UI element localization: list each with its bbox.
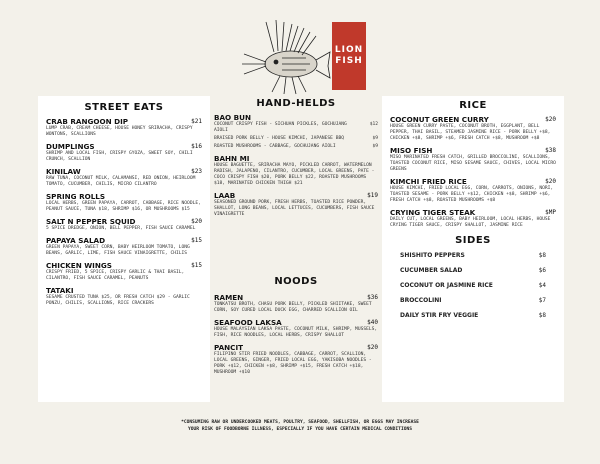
- menu-item: [46, 217, 202, 232]
- side-item: [400, 252, 546, 260]
- option-price: $12: [369, 122, 378, 127]
- noods-title: NOODS: [274, 276, 318, 287]
- menu-item: [214, 154, 378, 187]
- item-name: SEAFOOD LAKSA: [214, 318, 282, 327]
- item-price: $36: [367, 294, 378, 301]
- brand-badge: [332, 22, 366, 90]
- sides-title: SIDES: [455, 235, 491, 246]
- item-description: HOUSE KIMCHI, FRIED LOCAL EGG, CORN, CARROTS, ONIONS, NORI, TOASTED SESAME - PORK BELLY +$12, CHICKEN +$8, SHRIMP +$6, FRESH CATCH +$8, ROASTED MUSHROOMS +$8: [390, 186, 554, 203]
- item-description: LUMP CRAB, CREAM CHEESE, HOUSE HONEY SRIRACHA, CRISPY WONTONS, SCALLIONS: [46, 126, 193, 137]
- item-price: $20: [545, 178, 556, 185]
- menu-item: [214, 318, 378, 339]
- handhelds-section: [214, 98, 378, 218]
- item-price: $MP: [545, 209, 556, 216]
- menu-item: [46, 167, 202, 188]
- item-description: CRISPY FRIED, 5 SPICE, CRISPY GARLIC & THAI BASIL, CILANTRO, FISH SAUCE CARAMEL, PEANUTS: [46, 270, 185, 281]
- lionfish-illustration: [236, 18, 332, 96]
- item-name: CRAB RANGOON DIP: [46, 117, 129, 126]
- side-price: $4: [538, 282, 546, 289]
- menu-item: [390, 208, 556, 229]
- menu-item: [390, 115, 556, 142]
- item-option: [214, 144, 378, 150]
- item-price: $20: [545, 116, 556, 123]
- rice-title: RICE: [459, 100, 487, 111]
- option-description: ROASTED MUSHROOMS - CABBAGE, GOCHUJANG AIOLI: [214, 144, 336, 149]
- side-price: $8: [538, 312, 546, 319]
- side-name: SHISHITO PEPPERS: [400, 252, 465, 259]
- option-description: COCONUT CRISPY FISH - SICHUAN PICKLES, GOCHUJANG AIOLI: [214, 122, 347, 133]
- disclaimer-line-1: *CONSUMING RAW OR UNDERCOOKED MEATS, POULTRY, SEAFOOD, SHELLFISH, OR EGGS MAY INCREASE: [181, 420, 419, 425]
- item-price: $40: [367, 319, 378, 326]
- item-price: $38: [545, 147, 556, 154]
- item-description: FILIPINO STIR FRIED NOODLES, CABBAGE, CARROT, SCALLION, LOCAL GREENS, GINGER, FRIED LOCAL EGG, YAKISOBA NOODLES - PORK +$12, CHICKEN +$8, SHRIMP +$15, FRESH CATCH +$18, MUSHROOM +$10: [214, 352, 372, 375]
- item-name: BAHN MI: [214, 154, 250, 163]
- handhelds-title: HAND-HELDS: [256, 98, 336, 109]
- menu-item: [214, 293, 378, 314]
- item-description: DAILY CUT, LOCAL GREENS, BABY HEIRLOOM, LOCAL HERBS, HOUSE CRYING TIGER SAUCE, CRISPY SHALLOT, JASMINE RICE: [390, 217, 551, 228]
- brand-word-1: LION: [334, 45, 364, 55]
- side-item: [400, 267, 546, 275]
- menu-item: [214, 191, 378, 218]
- side-name: CUCUMBER SALAD: [400, 267, 463, 274]
- item-description: MISO MARINATED FRESH CATCH, GRILLED BROCCOLINI, SCALLIONS, TOASTED COCONUT RICE, MISO SESAME SAUCE, CHIVES, LOCAL MICRO GREENS: [390, 155, 556, 172]
- item-price: $20: [191, 218, 202, 225]
- item-description: SHRIMP AND LOCAL FISH, CRISPY GYOZA, SWEET SOY, CHILI CRUNCH, SCALLION: [46, 151, 193, 162]
- item-price: $16: [191, 143, 202, 150]
- menu-item: [390, 146, 556, 173]
- menu-item: [46, 286, 202, 307]
- item-name: KINILAW: [46, 167, 81, 176]
- noods-section: [214, 276, 378, 376]
- item-description: GREEN PAPAYA, SWEET CORN, BABY HEIRLOOM TOMATO, LONG BEANS, GARLIC, LIME, FISH SAUCE VINAIGRETTE, CHILIS: [46, 245, 190, 256]
- menu-item: [46, 261, 202, 282]
- item-price: $15: [191, 262, 202, 269]
- item-name: SALT N PEPPER SQUID: [46, 217, 136, 226]
- item-description: TONKATSU BROTH, CHASU PORK BELLY, PICKLED SHIITAKE, SWEET CORN, SOY CURED LOCAL DUCK EGG, CHARRED SCALLION OIL: [214, 302, 372, 313]
- side-price: $6: [538, 267, 546, 274]
- side-price: $8: [538, 252, 546, 259]
- option-description: BRAISED PORK BELLY - HOUSE KIMCHI, JAPANESE BBQ: [214, 136, 344, 141]
- menu-item: [46, 117, 202, 138]
- item-name: CHICKEN WINGS: [46, 261, 112, 270]
- item-name: DUMPLINGS: [46, 142, 95, 151]
- item-name: LAAB: [214, 191, 236, 200]
- item-price: $19: [367, 192, 378, 199]
- side-price: $7: [538, 297, 546, 304]
- brand-word-2: FISH: [335, 56, 363, 66]
- item-description: SESAME CRUSTED TUNA $25, OR FRESH CATCH $29 - GARLIC PONZU, CHILIS, SCALLIONS, RICE CRACKERS: [46, 295, 190, 306]
- item-name: CRYING TIGER STEAK: [390, 208, 476, 217]
- lionfish-logo: [236, 18, 368, 96]
- item-name: RAMEN: [214, 293, 244, 302]
- item-name: KIMCHI FRIED RICE: [390, 177, 467, 186]
- item-name: BAO BUN: [214, 113, 251, 122]
- side-item: [400, 297, 546, 305]
- item-description: HOUSE GREEN CURRY PASTE, COCONUT BROTH, EGGPLANT, BELL PEPPER, THAI BASIL, STEAMED JASMINE RICE - PORK BELLY +$8, CHICKEN +$8, SHRIMP +$6, FRESH CATCH +$8, MUSHROOM +$8: [390, 124, 551, 141]
- menu-item: [390, 177, 556, 204]
- disclaimer-line-2: YOUR RISK OF FOODBORNE ILLNESS, ESPECIALLY IF YOU HAVE CERTAIN MEDICAL CONDITIONS: [187, 426, 413, 432]
- item-price: $21: [191, 118, 202, 125]
- item-name: COCONUT GREEN CURRY: [390, 115, 489, 124]
- item-description: SEASONED GROUND PORK, FRESH HERBS, TOASTED RICE POWDER, SHALLOT, LONG BEANS, LOCAL LETTUCES, CUCUMBERS, FISH SAUCE VINAIGRETTE: [214, 200, 375, 217]
- item-description: RAW TUNA, COCONUT MILK, CALAMANSI, RED ONION, HEIRLOOM TOMATO, CUCUMBER, CHILIS, MICRO CILANTRO: [46, 176, 196, 187]
- item-name: TATAKI: [46, 286, 74, 295]
- item-name: MISO FISH: [390, 146, 433, 155]
- street-eats-title: STREET EATS: [84, 102, 164, 113]
- option-price: $9: [372, 144, 378, 149]
- menu-item: [214, 113, 378, 150]
- side-item: [400, 282, 546, 290]
- item-price: $20: [367, 344, 378, 351]
- rice-sides-panel: [382, 96, 564, 402]
- menu-item: [214, 343, 378, 376]
- menu-item: [46, 192, 202, 213]
- side-name: COCONUT OR JASMINE RICE: [400, 282, 493, 289]
- item-name: PANCIT: [214, 343, 244, 352]
- side-name: DAILY STIR FRY VEGGIE: [400, 312, 479, 319]
- street-eats-panel: [38, 96, 210, 402]
- option-price: $9: [372, 136, 378, 141]
- item-option: [214, 136, 378, 142]
- item-description: HOUSE MALAYSIAN LAKSA PASTE, COCONUT MILK, SHRIMP, MUSSELS, FISH, RICE NOODLES, LOCAL HERBS, CRISPY SHALLOT: [214, 327, 378, 338]
- item-name: SPRING ROLLS: [46, 192, 106, 201]
- item-option: [214, 122, 378, 134]
- item-description: LOCAL HERBS, GREEN PAPAYA, CARROT, CABBAGE, RICE NOODLE, PEANUT SAUCE, TUNA $18, SHRIMP $16, OR MUSHROOMS $15: [46, 201, 201, 212]
- side-item: [400, 312, 546, 320]
- food-safety-disclaimer: [120, 420, 480, 433]
- item-price: $23: [191, 168, 202, 175]
- item-price: $15: [191, 237, 202, 244]
- menu-item: [46, 142, 202, 163]
- side-name: BROCCOLINI: [400, 297, 442, 304]
- menu-item: [46, 236, 202, 257]
- item-name: PAPAYA SALAD: [46, 236, 106, 245]
- item-description: HOUSE BAGUETTE, SRIRACHA MAYO, PICKLED CARROT, WATERMELON RADISH, JALAPENO, CILANTRO, CUCUMBER, LOCAL GREENS, PATE - COCO CRISPY FISH $20, PORK BELLY $22, ROASTED MUSHROOMS $18, MARINATED CHICKEN THIGH $21: [214, 163, 375, 186]
- item-description: 5 SPICE DREDGE, ONION, BELL PEPPER, FISH SAUCE CARAMEL: [46, 226, 196, 231]
